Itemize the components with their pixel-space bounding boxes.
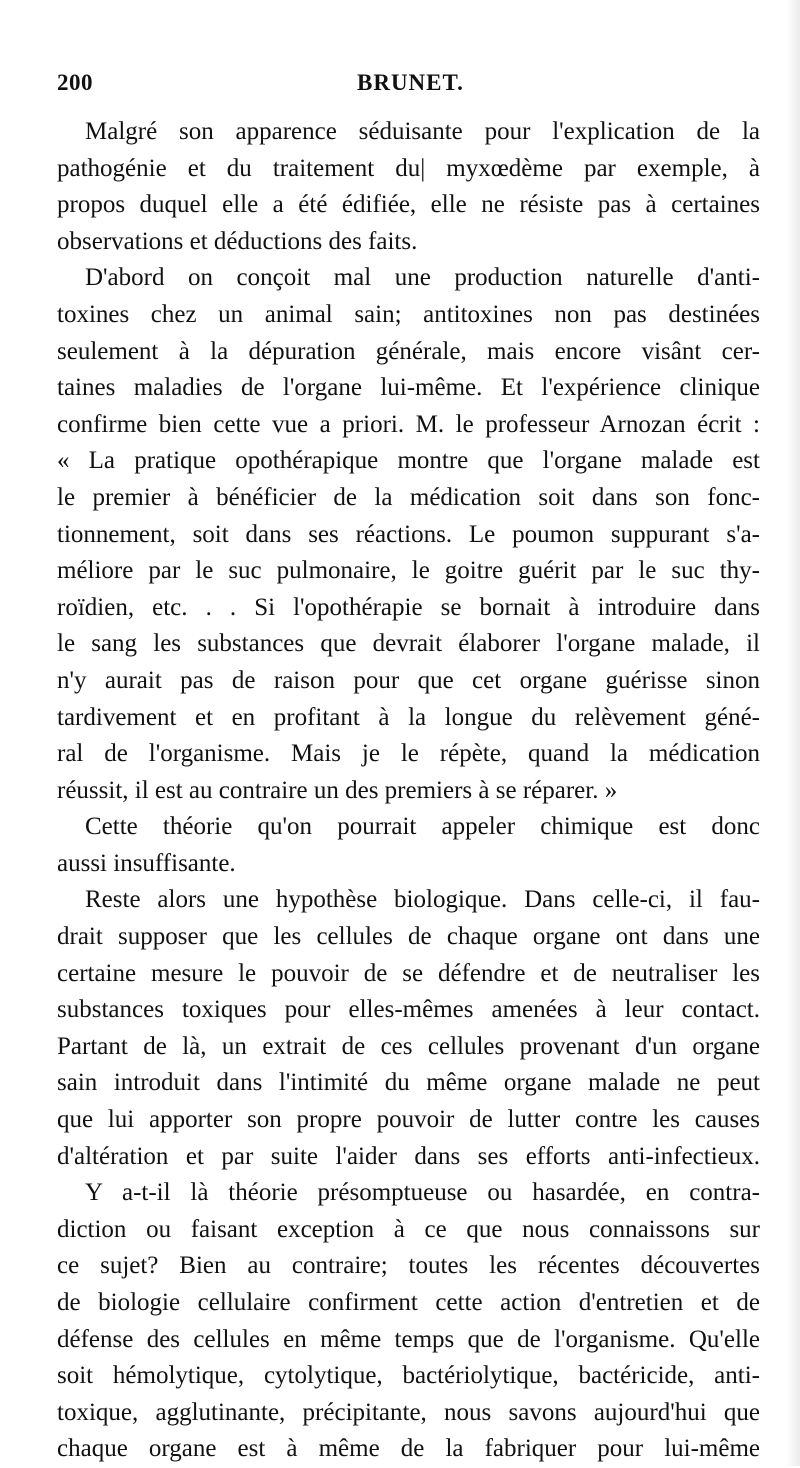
text-line: D'abord on conçoit mal une production naturelle d'anti- (85, 264, 760, 292)
paragraph-2 (57, 260, 760, 809)
text-line: ce sujet? Bien au contraire; toutes les récentes découvertes (57, 1252, 760, 1280)
text-line: toxique, agglutinante, précipitante, nous savons aujourd'hui que (57, 1398, 760, 1426)
paragraph-3 (57, 809, 760, 882)
text-line: tardivement et en profitant à la longue du relèvement géné- (57, 703, 760, 731)
text-line: confirme bien cette vue a priori. M. le professeur Arnozan écrit : (57, 410, 760, 438)
body-text (57, 114, 760, 1468)
text-line: certaine mesure le pouvoir de se défendre et de neutraliser les (57, 959, 760, 987)
text-line: propos duquel elle a été édifiée, elle ne résiste pas à certaines (57, 191, 760, 219)
text-line: le premier à bénéficier de la médication soit dans son fonc- (57, 483, 760, 511)
text-line: pathogénie et du traitement du| myxœdème par exemple, à (57, 154, 760, 182)
text-line: sain introduit dans l'intimité du même organe malade ne peut (57, 1069, 760, 1097)
text-line: tionnement, soit dans ses réactions. Le poumon suppurant s'a- (57, 520, 760, 548)
text-line: soit hémolytique, cytolytique, bactériolytique, bactéricide, anti- (57, 1362, 760, 1390)
text-line: chaque organe est à même de la fabriquer pour lui-même (57, 1435, 760, 1463)
text-line: taines maladies de l'organe lui-même. Et l'expérience clinique (57, 374, 760, 402)
text-line: méliore par le suc pulmonaire, le goitre guérit par le suc thy- (57, 557, 760, 585)
running-title: BRUNET. (357, 70, 464, 95)
text-line: seulement à la dépuration générale, mais encore visânt cer- (57, 337, 760, 365)
text-line: Y a-t-il là théorie présomptueuse ou hasardée, en contra- (85, 1179, 760, 1207)
running-head (57, 70, 760, 106)
paragraph-1 (57, 114, 760, 260)
text-line: d'altération et par suite l'aider dans ses efforts anti-infectieux. (57, 1142, 760, 1170)
text-line: diction ou faisant exception à ce que nous connaissons sur (57, 1215, 760, 1243)
page-edge-shadow (786, 0, 800, 1466)
text-line: défense des cellules en même temps que de l'organisme. Qu'elle (57, 1325, 760, 1353)
text-line: Partant de là, un extrait de ces cellules provenant d'un organe (57, 1032, 760, 1060)
text-line: de biologie cellulaire confirment cette action d'entretien et de (57, 1289, 760, 1316)
text-line: Malgré son apparence séduisante pour l'explication de la (85, 118, 760, 145)
text-line: Cette théorie qu'on pourrait appeler chimique est donc (85, 813, 760, 841)
text-line: que lui apporter son propre pouvoir de lutter contre les causes (57, 1106, 760, 1134)
text-line: réussit, il est au contraire un des premiers à se réparer. » (57, 776, 618, 804)
text-line: drait supposer que les cellules de chaque organe ont dans une (57, 923, 760, 951)
text-line: toxines chez un animal sain; antitoxines non pas destinées (57, 300, 760, 328)
text-line: Reste alors une hypothèse biologique. Dans celle-ci, il fau- (85, 886, 760, 914)
text-line: roïdien, etc. . . Si l'opothérapie se bornait à introduire dans (57, 593, 760, 621)
text-line: n'y aurait pas de raison pour que cet organe guérisse sinon (57, 666, 760, 694)
paragraph-4 (57, 882, 760, 1468)
text-line: substances toxiques pour elles-mêmes amenées à leur contact. (57, 996, 760, 1024)
text-line: « La pratique opothérapique montre que l'organe malade est (57, 447, 760, 475)
text-line: ral de l'organisme. Mais je le répète, quand la médication (57, 740, 760, 768)
page-number: 200 (57, 70, 93, 95)
text-line: le sang les substances que devrait élaborer l'organe malade, il (57, 630, 760, 658)
text-line: aussi insuffisante. (57, 849, 236, 877)
text-line: observations et déductions des faits. (57, 227, 418, 255)
